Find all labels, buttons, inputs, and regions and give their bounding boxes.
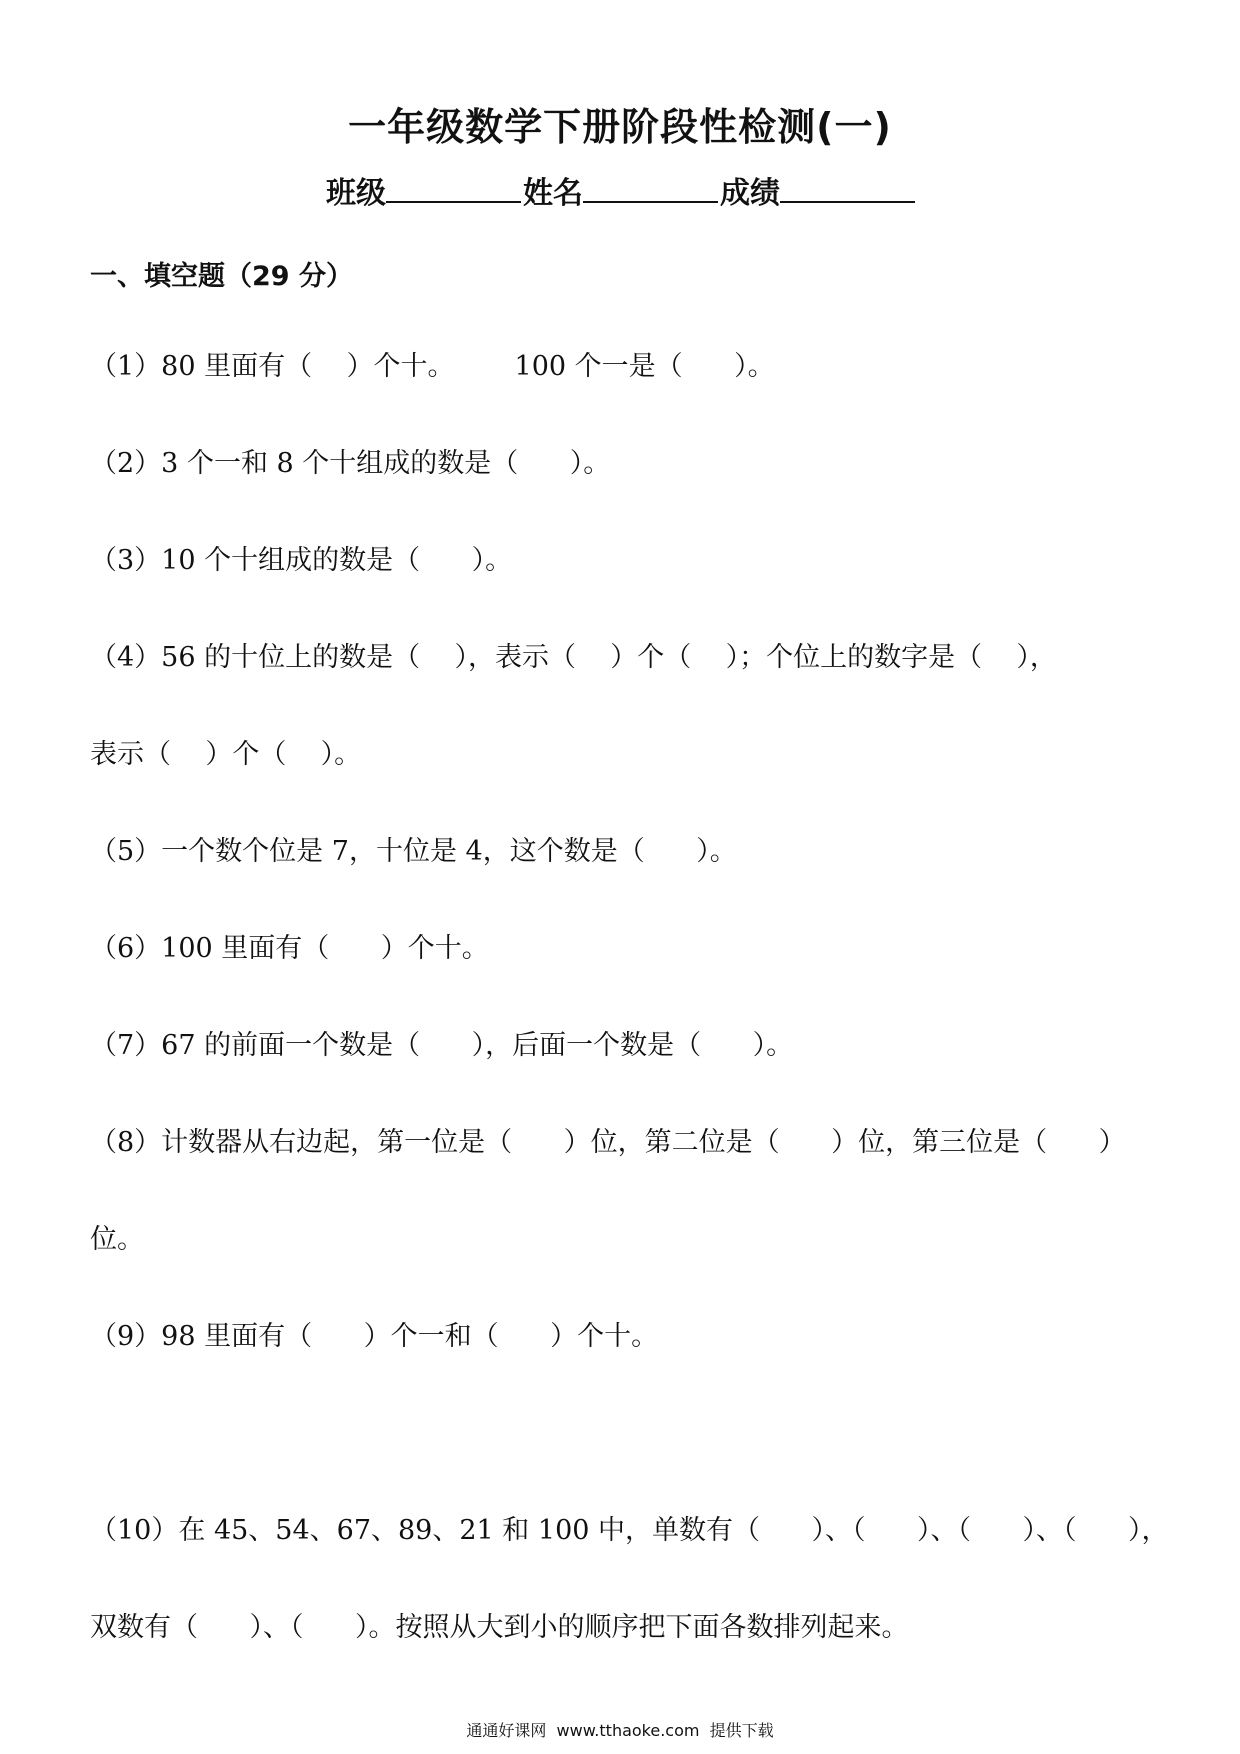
score-label: 成绩 (720, 176, 780, 211)
name-blank (583, 175, 718, 203)
question-line: 表示（ ）个（ ）。 (90, 739, 362, 770)
question-line: （9）98 里面有（ ）个一和（ ）个十。 (90, 1321, 659, 1352)
question-line: （7）67 的前面一个数是（ ），后面一个数是（ ）。 (90, 1030, 794, 1061)
section-heading: 一、填空题（29 分） (90, 261, 353, 292)
question-line: 双数有（ ）、（ ）。按照从大到小的顺序把下面各数排列起来。 (90, 1612, 909, 1643)
question-line: （5）一个数个位是 7，十位是 4，这个数是（ ）。 (90, 836, 737, 867)
question-line: （6）100 里面有（ ）个十。 (90, 933, 489, 964)
question-line: （3）10 个十组成的数是（ ）。 (90, 545, 513, 576)
class-blank (386, 175, 521, 203)
question-line: （4）56 的十位上的数是（ ），表示（ ）个（ ）；个位上的数字是（ ）， (90, 642, 1057, 673)
question-line: 位。 (90, 1224, 144, 1255)
score-blank (780, 175, 915, 203)
name-label: 姓名 (523, 176, 583, 211)
question-line: （8）计数器从右边起，第一位是（ ）位，第二位是（ ）位，第三位是（ ） (90, 1127, 1126, 1158)
student-info-row (326, 168, 917, 212)
footer-credit: 通通好课网 www.tthaoke.com 提供下载 (466, 1721, 774, 1740)
page-title: 一年级数学下册阶段性检测(一) (348, 105, 892, 149)
question-line: （1）80 里面有（ ）个十。 100 个一是（ ）。 (90, 351, 775, 382)
question-line: （10）在 45、54、67、89、21 和 100 中，单数有（ ）、（ ）、（ ）、（ ）， (90, 1515, 1169, 1546)
class-label: 班级 (326, 176, 386, 211)
question-line: （2）3 个一和 8 个十组成的数是（ ）。 (90, 448, 611, 479)
